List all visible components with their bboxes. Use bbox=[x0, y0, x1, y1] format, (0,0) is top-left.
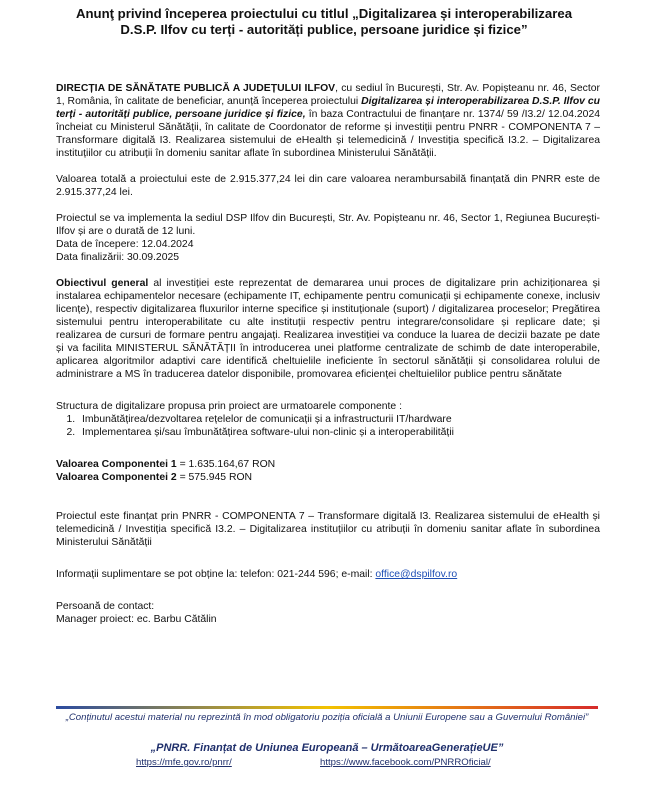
list-item: 1. Imbunătățirea/dezvoltarea rețelelor de comunicații și a infrastructurii IT/hardware bbox=[78, 413, 600, 426]
footer-disclaimer: „Conținutul acestui material nu reprezintă în mod obligatoriu poziția oficială a Uniunii Europene sau a Guvernului României” bbox=[65, 712, 589, 723]
footer-divider bbox=[56, 706, 598, 709]
component-1-label: Valoarea Componentei 1 bbox=[56, 459, 177, 470]
info-paragraph bbox=[56, 568, 600, 581]
title-line-1: Anunţ privind începerea proiectului cu titlul „Digitalizarea și interoperabilizarea bbox=[75, 6, 573, 21]
info-text: Informații suplimentare se pot obține la: telefon: 021-244 596; e-mail: bbox=[56, 569, 376, 580]
end-date: Data finalizării: 30.09.2025 bbox=[56, 252, 180, 263]
start-date: Data de începere: 12.04.2024 bbox=[56, 239, 194, 250]
email-link[interactable]: office@dspilfov.ro bbox=[375, 569, 458, 580]
intro-paragraph bbox=[56, 82, 600, 160]
objective-label: Obiectivul general bbox=[56, 278, 149, 289]
intro-text-2: în baza Contractului de finanțare nr. 1374/ 59 /I3.2/ 12.04.2024 încheiat cu Ministerul Sănătății, în calitate de Coordonator de reforme și investiții pentru PNRR - COMPONENTA 7 – Transformare digitală I3. Realizarea sistemului de eHealth și telemedicină / Investiția specifică I3.2. – Digitalizarea instituțiilor cu atribuții în domeniu sanitar aflate în subordinea Ministerului Sănătății. bbox=[56, 109, 601, 159]
contact-label: Persoană de contact: bbox=[56, 601, 155, 612]
project-manager: Manager proiect: ec. Barbu Cătălin bbox=[56, 614, 217, 625]
component-2-value bbox=[56, 471, 600, 484]
list-item: 2. Implementarea și/sau îmbunătățirea software-ului non-clinic și a interoperabilității bbox=[78, 426, 600, 439]
page-title bbox=[40, 6, 608, 38]
value-paragraph: Valoarea totală a proiectului este de 2.915.377,24 lei din care valoarea nerambursabilă finanțată din PNRR este de 2.915.377,24 lei. bbox=[56, 174, 600, 198]
title-line-2: D.S.P. Ilfov cu terți - autorități publice, persoane juridice și fizice” bbox=[120, 22, 528, 37]
objective-paragraph bbox=[56, 277, 600, 381]
project-title: Digitalizarea și interoperabilizarea D.S.P. Ilfov cu terți - autorități publice, persoane juridice și fizice, bbox=[56, 96, 600, 120]
objective-text: al investiției este reprezentat de demararea unui proces de digitalizare prin achiziționarea și instalarea echipamentelor necesare (echipamente IT, echipamente pentru comunicații și echipamente conexe, inclusiv licențe), respectiv digitalizarea fluxurilor interne specifice și instituționale (suport) / digitalizarea proceselor; Pregătirea sistemului pentru interoperabilitate cu alte instituții respectiv pentru integrare/consolidare și replicare date; și realizarea de cursuri de formare pentru angajați. Realizarea investiției va conduce la luarea de decizii bazate pe date și va facilita MINISTERUL SĂNĂTĂȚII în introducerea unei platforme centralizate de schimb de date interoperabile, aplicarea algoritmilor adaptivi care identifică cheltuielile ineficiente în sectorul sănătății și consolidarea rolului de administrare a MS în traducerea datelor disponibile, promovarea eficienței cheltuielilor publice pentru sănătate bbox=[56, 278, 600, 380]
implementation-paragraph: Proiectul se va implementa la sediul DSP Ilfov din București, Str. Av. Popișteanu nr. 46, Sector 1, Regiunea București-Ilfov și are o durată de 12 luni. bbox=[56, 213, 600, 237]
intro-text-1: , cu sediul în București, Str. Av. Popișteanu nr. 46, Sector 1, România, în calitate de beneficiar, anunță începerea proiectului bbox=[56, 83, 600, 107]
facebook-link[interactable]: https://www.facebook.com/PNRROficial/ bbox=[320, 757, 491, 768]
components-list bbox=[56, 413, 600, 439]
organization-name: DIRECȚIA DE SĂNĂTATE PUBLICĂ A JUDEȚULUI ILFOV bbox=[56, 83, 336, 94]
footer-slogan: „PNRR. Finanțat de Uniunea Europeană – UrmătoareaGenerațieUE” bbox=[150, 742, 504, 754]
component-2-amount: = 575.945 RON bbox=[176, 472, 253, 483]
component-1-value bbox=[56, 458, 600, 471]
structure-intro: Structura de digitalizare propusa prin proiect are urmatoarele componente : bbox=[56, 401, 402, 412]
announcement-body bbox=[56, 82, 600, 626]
funding-paragraph: Proiectul este finanțat prin PNRR - COMPONENTA 7 – Transformare digitală I3. Realizarea sistemului de eHealth și telemedicină / Investiția specifică I3.2. – Digitalizarea instituțiilor cu atribuții în domeniu sanitar aflate în subordinea Ministerului Sănătății bbox=[56, 511, 600, 548]
component-1-amount: = 1.635.164,67 RON bbox=[176, 459, 276, 470]
component-2-label: Valoarea Componentei 2 bbox=[56, 472, 177, 483]
mfe-link[interactable]: https://mfe.gov.ro/pnrr/ bbox=[136, 757, 232, 768]
